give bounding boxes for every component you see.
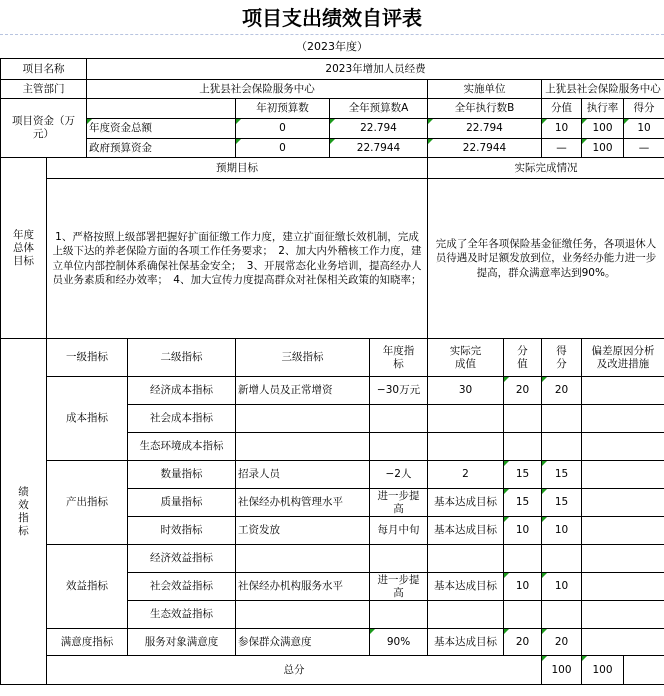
deviation-analysis[interactable] bbox=[582, 545, 664, 573]
deviation-analysis[interactable] bbox=[582, 489, 664, 517]
level1-indicator: 成本指标 bbox=[47, 377, 128, 461]
project-name-label: 项目名称 bbox=[1, 59, 87, 80]
score[interactable] bbox=[542, 405, 582, 433]
funds-row-name[interactable]: 年度资金总额 bbox=[87, 119, 236, 139]
indicator-header: 实际完成值 bbox=[428, 339, 504, 377]
score-value[interactable] bbox=[504, 433, 542, 461]
funds-rate[interactable]: 100 bbox=[582, 139, 624, 158]
indicator-header: 三级指标 bbox=[236, 339, 370, 377]
score[interactable] bbox=[542, 545, 582, 573]
actual-result-header: 实际完成情况 bbox=[428, 158, 664, 179]
actual-value[interactable] bbox=[428, 545, 504, 573]
total-remark[interactable] bbox=[624, 656, 664, 685]
evaluation-table bbox=[0, 58, 664, 685]
sheet-year: （2023年度） bbox=[296, 40, 368, 53]
level3-indicator[interactable] bbox=[236, 545, 370, 573]
score[interactable]: 20 bbox=[542, 629, 582, 656]
actual-value[interactable]: 基本达成目标 bbox=[428, 629, 504, 656]
funds-exec[interactable]: 22.7944 bbox=[428, 139, 542, 158]
funds-score-value[interactable]: — bbox=[542, 139, 582, 158]
score[interactable]: 20 bbox=[542, 377, 582, 405]
indicator-header: 年度指标 bbox=[370, 339, 428, 377]
actual-value[interactable]: 基本达成目标 bbox=[428, 517, 504, 545]
level1-indicator: 效益指标 bbox=[47, 545, 128, 629]
deviation-analysis[interactable] bbox=[582, 433, 664, 461]
indicator-row bbox=[1, 461, 664, 489]
funds-row-name[interactable]: 政府预算资金 bbox=[87, 139, 236, 158]
score-value[interactable]: 15 bbox=[504, 461, 542, 489]
funds-rate[interactable]: 100 bbox=[582, 119, 624, 139]
funds-budget[interactable]: 22.794 bbox=[330, 119, 428, 139]
expected-goal-header: 预期目标 bbox=[47, 158, 428, 179]
annual-target[interactable] bbox=[370, 433, 428, 461]
funds-score[interactable]: 10 bbox=[624, 119, 664, 139]
deviation-analysis[interactable] bbox=[582, 405, 664, 433]
score-value[interactable] bbox=[504, 601, 542, 629]
level2-indicator: 服务对象满意度 bbox=[128, 629, 236, 656]
indicator-row bbox=[1, 377, 664, 405]
level2-indicator: 经济成本指标 bbox=[128, 377, 236, 405]
level3-indicator[interactable]: 工资发放 bbox=[236, 517, 370, 545]
annual-target[interactable]: 90% bbox=[370, 629, 428, 656]
actual-value[interactable]: 基本达成目标 bbox=[428, 489, 504, 517]
level3-indicator[interactable]: 参保群众满意度 bbox=[236, 629, 370, 656]
score[interactable]: 15 bbox=[542, 489, 582, 517]
actual-value[interactable]: 2 bbox=[428, 461, 504, 489]
deviation-analysis[interactable] bbox=[582, 629, 664, 656]
funds-label: 项目资金（万元） bbox=[1, 99, 87, 158]
annual-target[interactable] bbox=[370, 545, 428, 573]
funds-score[interactable]: — bbox=[624, 139, 664, 158]
expected-goal-text[interactable]: 1、严格按照上级部署把握好扩面征缴工作力度，建立扩面征缴长效机制，完成上级下达的养老保险方面的各项工作任务要求； 2、加大内外稽核工作力度，建立单位内部控制体系确保社保基金安全； 3、开展常态化业务培训，提高经办人员业务素质和经办效率； 4、加大宣传力度提高群众对社保相关政策的知晓率； bbox=[47, 179, 428, 339]
funds-initial[interactable]: 0 bbox=[236, 139, 330, 158]
level2-indicator: 生态效益指标 bbox=[128, 601, 236, 629]
funds-budget[interactable]: 22.7944 bbox=[330, 139, 428, 158]
deviation-analysis[interactable] bbox=[582, 601, 664, 629]
indicator-header: 得分 bbox=[542, 339, 582, 377]
actual-result-text[interactable]: 完成了全年各项保险基金征缴任务，各项退休人员待遇及时足额发放到位，业务经办能力进一步提高，群众满意率达到90%。 bbox=[428, 179, 664, 339]
funds-header: 执行率 bbox=[582, 99, 624, 119]
funds-initial[interactable]: 0 bbox=[236, 119, 330, 139]
score[interactable]: 10 bbox=[542, 573, 582, 601]
actual-value[interactable] bbox=[428, 433, 504, 461]
deviation-analysis[interactable] bbox=[582, 517, 664, 545]
deviation-analysis[interactable] bbox=[582, 573, 664, 601]
annual-target[interactable]: −30万元 bbox=[370, 377, 428, 405]
actual-value[interactable] bbox=[428, 405, 504, 433]
project-name-value[interactable]: 2023年增加人员经费 bbox=[87, 59, 664, 80]
indicator-header: 二级指标 bbox=[128, 339, 236, 377]
level3-indicator[interactable] bbox=[236, 405, 370, 433]
funds-header: 得分 bbox=[624, 99, 664, 119]
indicator-row bbox=[1, 545, 664, 573]
level2-indicator: 数量指标 bbox=[128, 461, 236, 489]
total-label: 总分 bbox=[47, 656, 542, 685]
score-value[interactable]: 10 bbox=[504, 573, 542, 601]
unit-label: 实施单位 bbox=[428, 80, 542, 99]
annual-target[interactable] bbox=[370, 405, 428, 433]
indicator-row bbox=[1, 629, 664, 656]
indicators-label: 绩效指标 bbox=[1, 339, 47, 685]
total-score[interactable]: 100 bbox=[582, 656, 624, 685]
score-value[interactable] bbox=[504, 545, 542, 573]
deviation-analysis[interactable] bbox=[582, 461, 664, 489]
score[interactable]: 10 bbox=[542, 517, 582, 545]
funds-exec[interactable]: 22.794 bbox=[428, 119, 542, 139]
funds-row bbox=[1, 139, 664, 158]
indicator-header: 一级指标 bbox=[47, 339, 128, 377]
deviation-analysis[interactable] bbox=[582, 377, 664, 405]
total-value[interactable]: 100 bbox=[542, 656, 582, 685]
level3-indicator[interactable]: 新增人员及正常增资 bbox=[236, 377, 370, 405]
annual-target[interactable]: 进一步提高 bbox=[370, 489, 428, 517]
annual-target[interactable]: 进一步提高 bbox=[370, 573, 428, 601]
indicator-header: 分值 bbox=[504, 339, 542, 377]
level3-indicator[interactable]: 社保经办机构管理水平 bbox=[236, 489, 370, 517]
goals-label: 年度总体目标 bbox=[1, 158, 47, 339]
unit-value[interactable]: 上犹县社会保险服务中心 bbox=[542, 80, 664, 99]
annual-target[interactable] bbox=[370, 601, 428, 629]
level3-indicator[interactable] bbox=[236, 601, 370, 629]
dept-value[interactable]: 上犹县社会保险服务中心 bbox=[87, 80, 428, 99]
level2-indicator: 质量指标 bbox=[128, 489, 236, 517]
annual-target[interactable]: −2人 bbox=[370, 461, 428, 489]
funds-header-blank bbox=[87, 99, 236, 119]
funds-header: 分值 bbox=[542, 99, 582, 119]
score[interactable] bbox=[542, 601, 582, 629]
funds-header: 年初预算数 bbox=[236, 99, 330, 119]
score-value[interactable]: 20 bbox=[504, 377, 542, 405]
actual-value[interactable] bbox=[428, 601, 504, 629]
level3-indicator[interactable]: 社保经办机构服务水平 bbox=[236, 573, 370, 601]
actual-value[interactable]: 基本达成目标 bbox=[428, 573, 504, 601]
level2-indicator: 时效指标 bbox=[128, 517, 236, 545]
level3-indicator[interactable]: 招录人员 bbox=[236, 461, 370, 489]
level1-indicator: 产出指标 bbox=[47, 461, 128, 545]
level2-indicator: 经济效益指标 bbox=[128, 545, 236, 573]
dept-label: 主管部门 bbox=[1, 80, 87, 99]
level1-indicator: 满意度指标 bbox=[47, 629, 128, 656]
funds-header: 全年预算数A bbox=[330, 99, 428, 119]
level3-indicator[interactable] bbox=[236, 433, 370, 461]
sheet-title: 项目支出绩效自评表 bbox=[0, 0, 664, 35]
score-value[interactable] bbox=[504, 405, 542, 433]
indicator-header: 偏差原因分析及改进措施 bbox=[582, 339, 664, 377]
actual-value[interactable]: 30 bbox=[428, 377, 504, 405]
funds-header: 全年执行数B bbox=[428, 99, 542, 119]
funds-row bbox=[1, 119, 664, 139]
level2-indicator: 社会成本指标 bbox=[128, 405, 236, 433]
score[interactable]: 15 bbox=[542, 461, 582, 489]
level2-indicator: 社会效益指标 bbox=[128, 573, 236, 601]
score-value[interactable]: 15 bbox=[504, 489, 542, 517]
score-value[interactable]: 20 bbox=[504, 629, 542, 656]
funds-score-value[interactable]: 10 bbox=[542, 119, 582, 139]
annual-target[interactable]: 每月中旬 bbox=[370, 517, 428, 545]
score-value[interactable]: 10 bbox=[504, 517, 542, 545]
score[interactable] bbox=[542, 433, 582, 461]
level2-indicator: 生态环境成本指标 bbox=[128, 433, 236, 461]
